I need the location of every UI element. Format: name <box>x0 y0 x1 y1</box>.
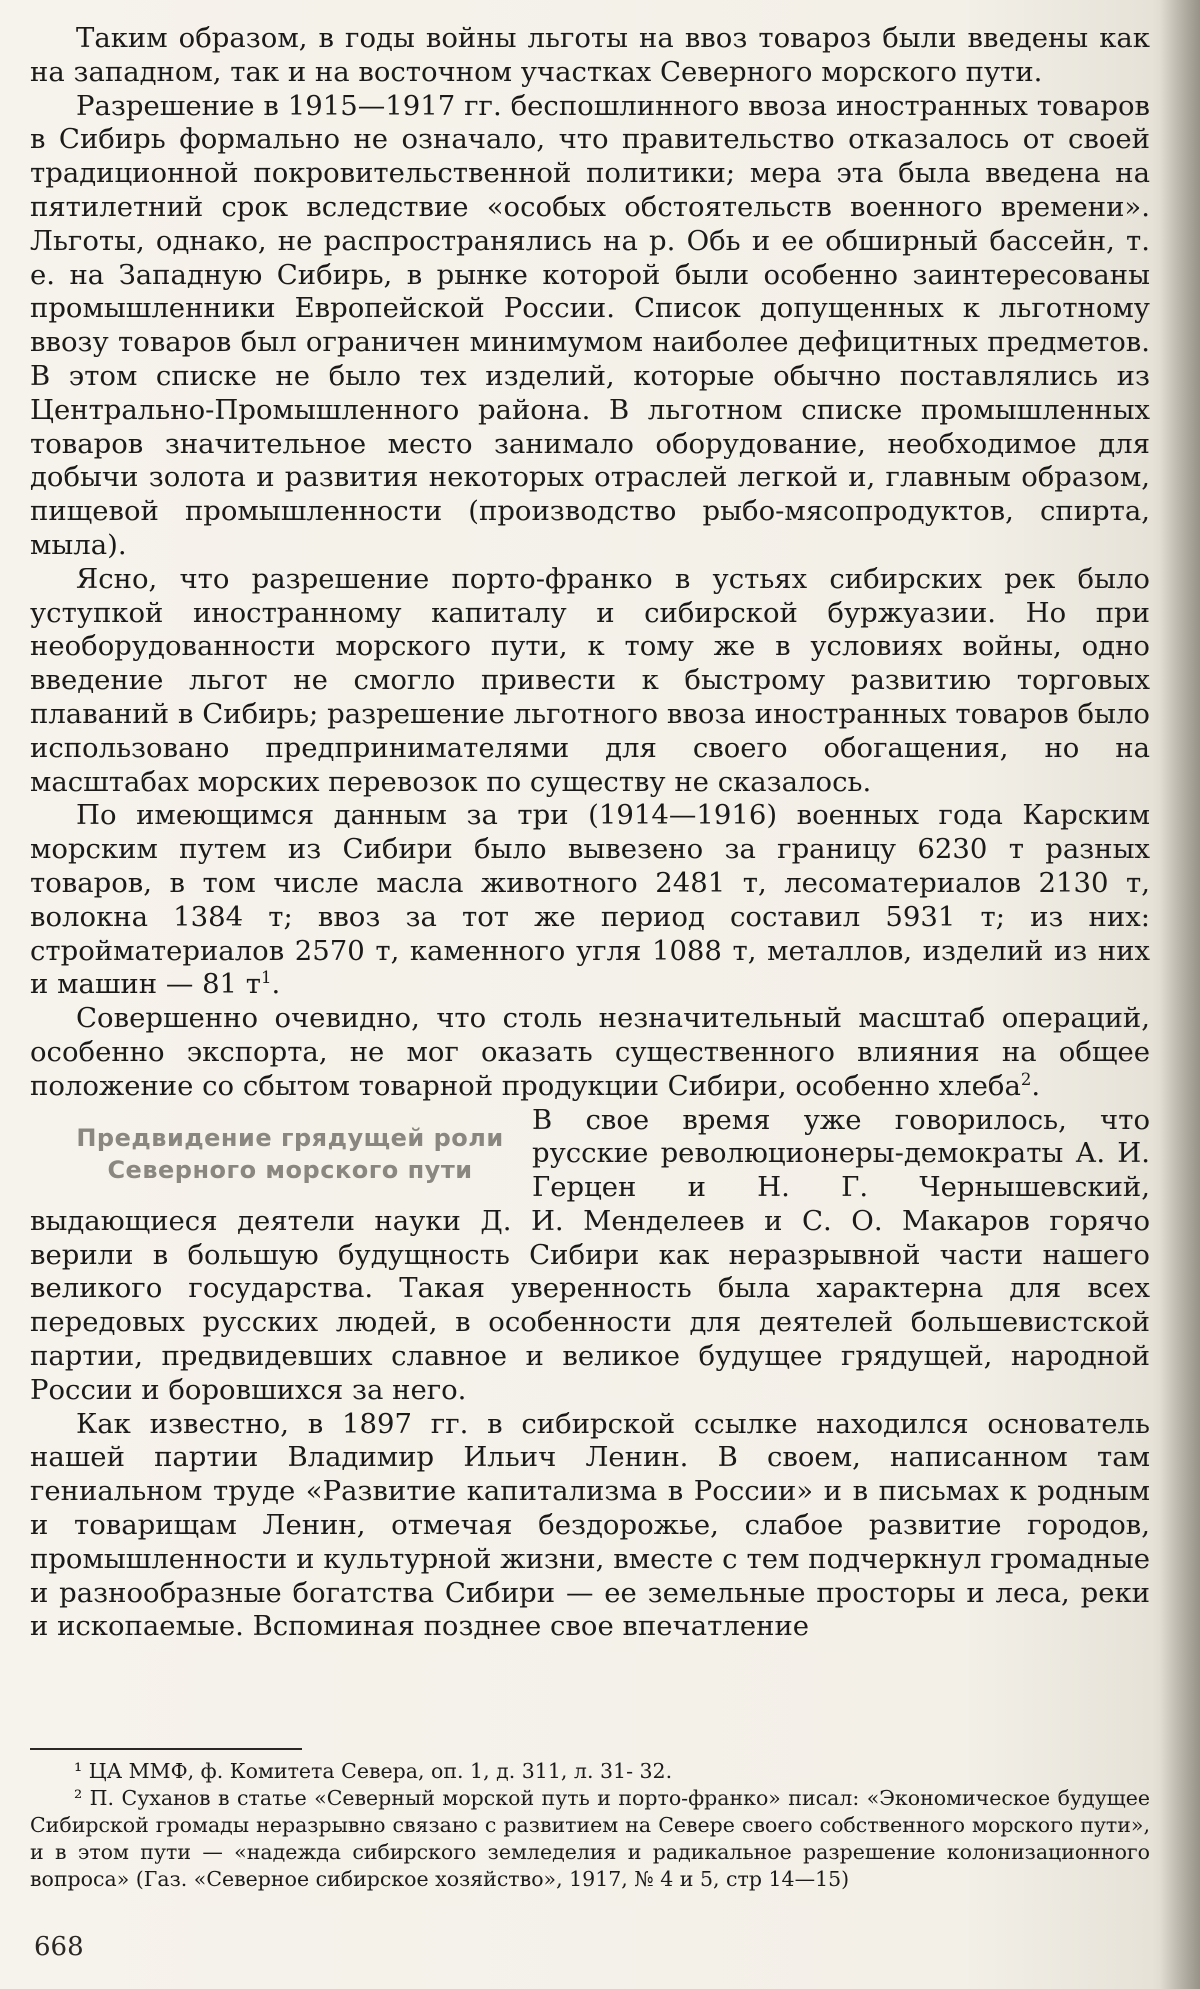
footnotes <box>30 1758 1150 1893</box>
paragraph-text: Совершенно очевидно, что столь незначительный масштаб операций, особенно экспорта, не мог оказать существенного влияния на общее положение со сбытом товарной продукции Сибири, особенно хлеба <box>30 1002 1150 1102</box>
paragraph-text: По имеющимся данным за три (1914—1916) военных года Карским морским путем из Сибири было вывезено за границу 6230 т разных товаров, в том числе масла животного 2481 т, лесоматериалов 2130 т, волокна 1384 т; ввоз за тот же период составил 5931 т; из них: стройматериалов 2570 т, каменного угля 1088 т, металлов, изделий из них и машин — 81 т <box>30 799 1150 1001</box>
paragraph: Разрешение в 1915—1917 гг. беспошлинного ввоза иностранных товаров в Сибирь формально не означало, что правительство отказалось от своей традиционной покровительственной политики; мера эта была введена на пятилетний срок вследствие «особых обстоятельств военного времени». Льготы, однако, не распространялись на р. Обь и ее обширный бассейн, т. е. на Западную Сибирь, в рынке которой были особенно заинтересованы промышленники Европейской России. Список допущенных к льготному ввозу товаров был ограничен минимумом наиболее дефицитных предметов. В этом списке не было тех изделий, которые обычно поставлялись из Центрально-Промышленного района. В льготном списке промышленных товаров значительное место занимало оборудование, необходимое для добычи золота и развития некоторых отраслей легкой и, главным образом, пищевой промышленности (производство рыбо-мясопродуктов, спирта, мыла). <box>30 89 1150 561</box>
footnote-ref: 2 <box>1020 1069 1032 1089</box>
paragraph: В свое время уже говорилось, что русские революционеры-демократы А. И. Герцен и Н. Г. Чернышевский, выдающиеся деятели науки Д. И. Менделеев и С. О. Макаров горячо верили в большую будущность Сибири как неразрывной части нашего великого государства. Такая уверенность была характерна для всех передовых русских людей, в особенности для деятелей большевистской партии, предвидевших славное и великое будущее грядущей, народной России и боровшихся за него. <box>30 1103 1150 1406</box>
footnote-1: ¹ ЦА ММФ, ф. Комитета Севера, оп. 1, д. 311, л. 31- 32. <box>74 1759 673 1783</box>
paragraph <box>30 799 1150 1002</box>
paragraph-end: . <box>271 968 281 1001</box>
side-heading: Предвидение грядущей роли Северного морского пути <box>76 1123 504 1184</box>
paragraph: Ясно, что разрешение порто-франко в устьях сибирских рек было уступкой иностранному капиталу и сибирской буржуазии. Но при необорудованности морского пути, к тому же в условиях войны, одно введение льгот не смогло привести к быстрому развитию торговых плаваний в Сибирь; разрешение льготного ввоза иностранных товаров было использовано предпринимателями для своего обогащения, но на масштабах морских перевозок по существу не сказалось. <box>30 562 1150 798</box>
footnote-2: ² П. Суханов в статье «Северный морской путь и порто-франко» писал: «Экономическое будущее Сибирской громады неразрывно связано с развитием на Севере своего собственного морского пути», и в этом пути — «надежда сибирского земледелия и радикальное разрешение колонизационного вопроса» (Газ. «Северное сибирское хозяйство», 1917, № 4 и 5, стр 14—15) <box>30 1786 1150 1891</box>
footnote-ref: 1 <box>261 968 272 988</box>
paragraph-end: . <box>1031 1069 1041 1102</box>
paragraph: Как известно, в 1897 гг. в сибирской ссылке находился основатель нашей партии Владимир Ильич Ленин. В своем, написанном там гениальном труде «Развитие капитализма в России» и в письмах к родным и товарищам Ленин, отмечая бездорожье, слабое развитие городов, промышленности и культурной жизни, вместе с тем подчеркнул громадные и разнообразные богатства Сибири — ее земельные просторы и леса, реки и ископаемые. Вспоминая позднее свое впечатление <box>30 1407 1150 1643</box>
paragraph: Таким образом, в годы войны льготы на ввоз товароз были введены как на западном, так и на восточном участках Северного морского пути. <box>30 22 1150 88</box>
footnote-divider <box>30 1748 302 1750</box>
page-number: 668 <box>34 1932 84 1962</box>
main-text <box>30 22 1150 1644</box>
paragraph <box>30 1002 1150 1103</box>
section-with-sidehead <box>30 1104 1150 1408</box>
page-edge-shadow <box>1160 0 1200 1989</box>
